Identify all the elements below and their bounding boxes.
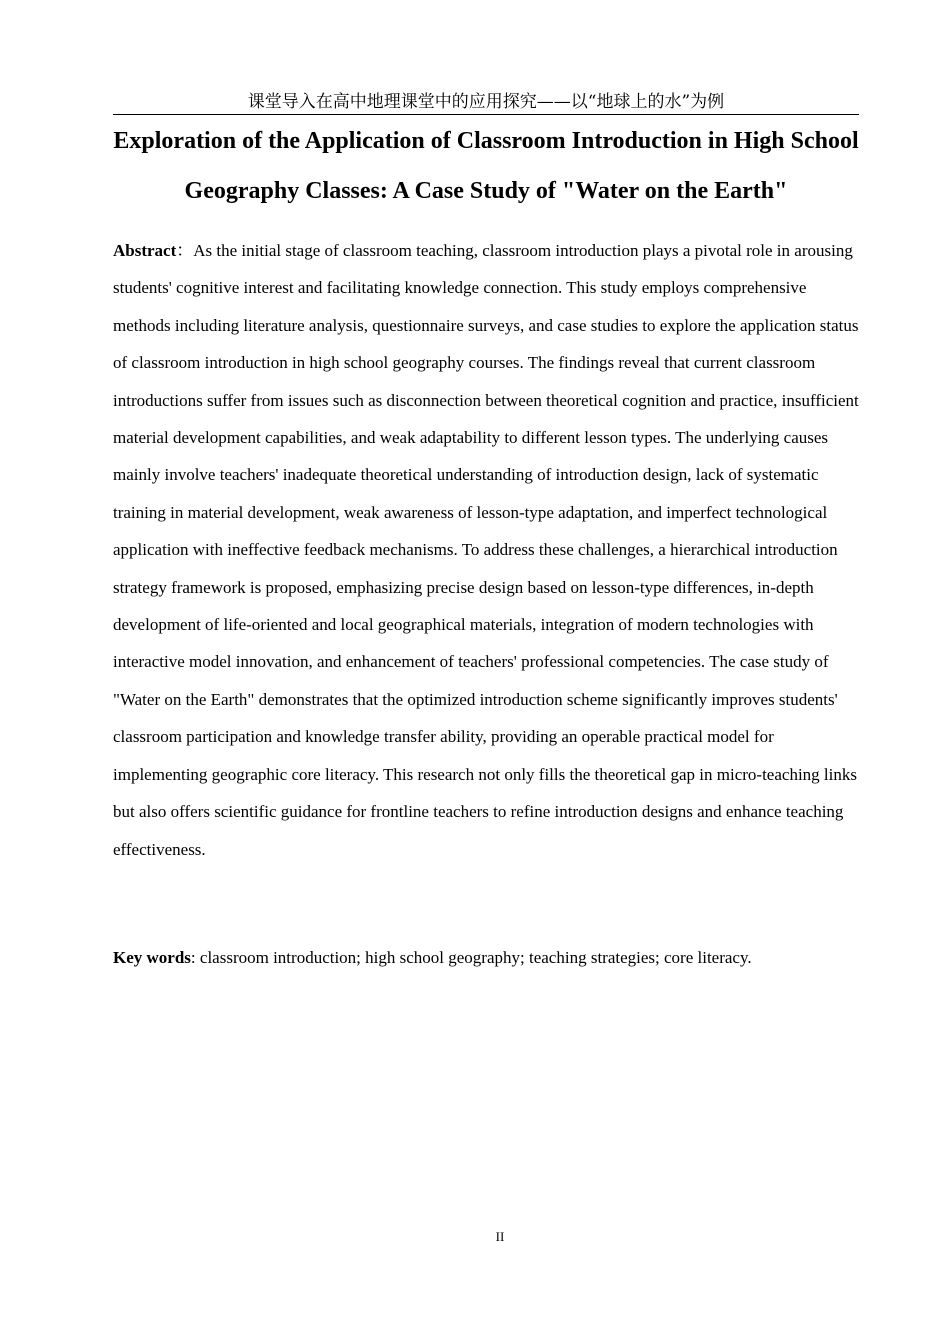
abstract-text: As the initial stage of classroom teaching, classroom introduction plays a pivotal role in arousing students' cognitive interest and facilitating knowledge connection. This study employs comprehensive methods including literature analysis, questionnaire surveys, and case studies to explore the application status of classroom introduction in high school geography courses. The findings reveal that current classroom introductions suffer from issues such as disconnection between theoretical cognition and practice, insufficient material development capabilities, and weak adaptability to different lesson types. The underlying causes mainly involve teachers' inadequate theoretical understanding of introduction design, lack of systematic training in material development, weak awareness of lesson-type adaptation, and imperfect technological application with ineffective feedback mechanisms. To address these challenges, a hierarchical introduction strategy framework is proposed, emphasizing precise design based on lesson-type differences, in-depth development of life-oriented and local geographical materials, integration of modern technologies with interactive model innovation, and enhancement of teachers' professional competencies. The case study of "Water on the Earth" demonstrates that the optimized introduction scheme significantly improves students' classroom participation and knowledge transfer ability, providing an operable practical model for implementing geographic core literacy. This research not only fills the theoretical gap in micro-teaching links but also offers scientific guidance for frontline teachers to refine introduction designs and enhance teaching effectiveness. bbox=[113, 241, 859, 859]
keywords-label: Key words bbox=[113, 948, 191, 967]
page-number: II bbox=[495, 1229, 505, 1244]
keywords-paragraph bbox=[113, 939, 859, 976]
abstract-separator: ： bbox=[176, 241, 194, 260]
abstract-label: Abstract bbox=[113, 241, 177, 260]
header-divider bbox=[113, 114, 859, 115]
running-header: 课堂导入在高中地理课堂中的应用探究——以“地球上的水”为例 bbox=[247, 92, 725, 112]
keywords-text: classroom introduction; high school geography; teaching strategies; core literacy. bbox=[199, 948, 752, 967]
keywords-separator: : bbox=[190, 948, 200, 967]
paper-title: Exploration of the Application of Classroom Introduction in High School Geography Classes: A Case Study of "Water on the Earth" bbox=[113, 128, 859, 204]
abstract-paragraph bbox=[113, 232, 859, 868]
